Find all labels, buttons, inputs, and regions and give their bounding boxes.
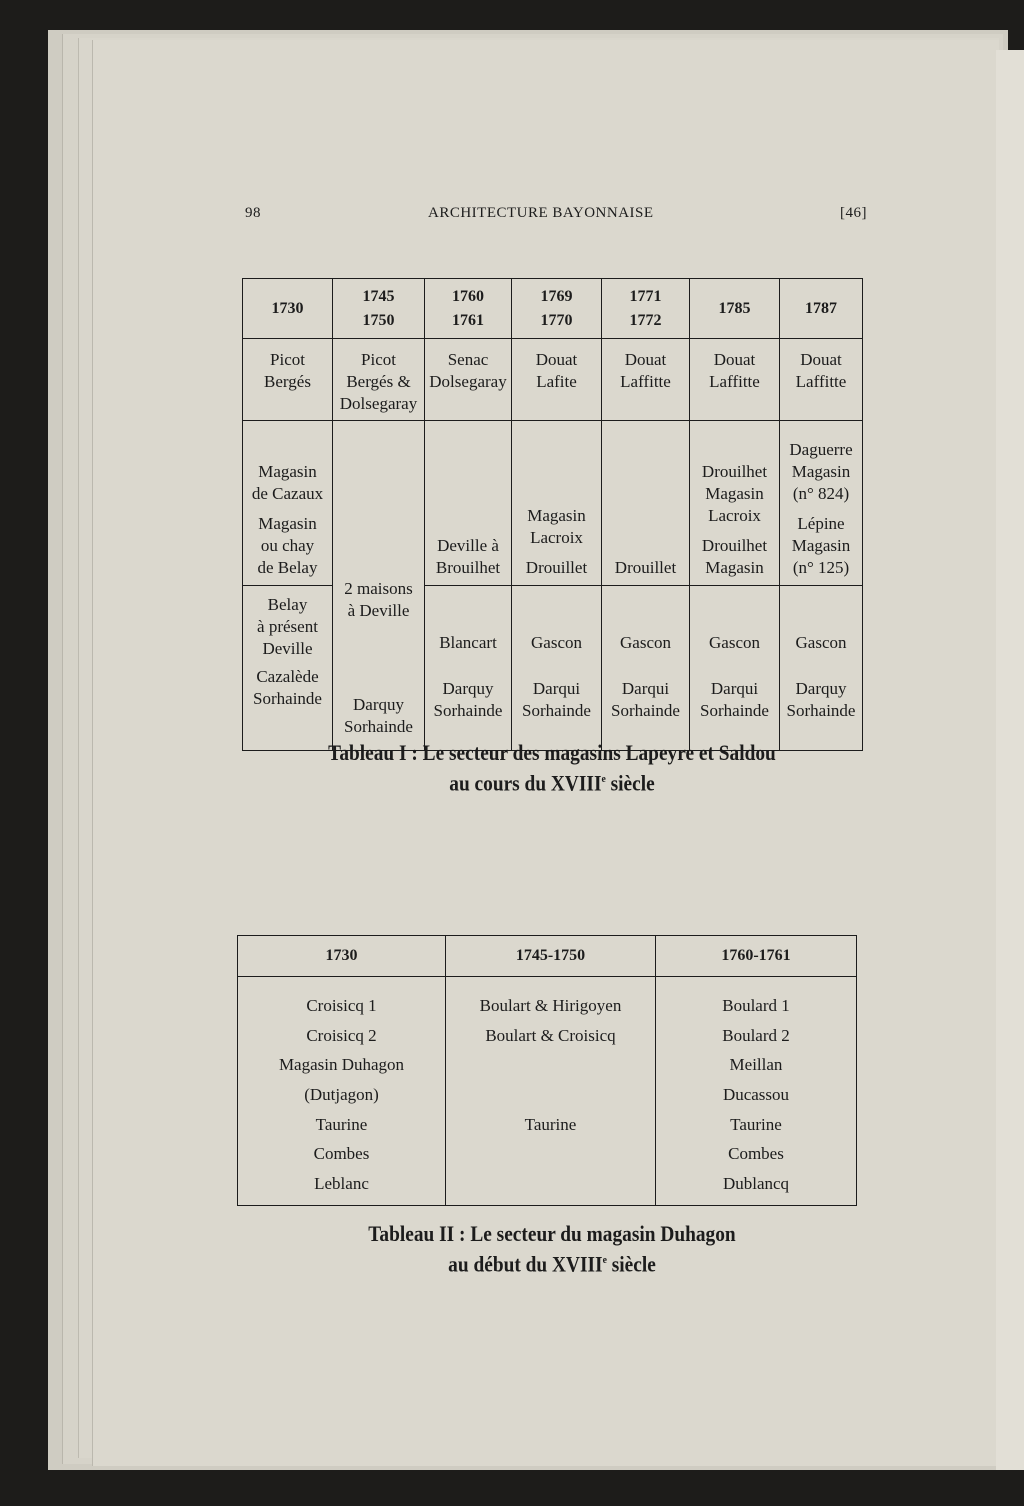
cell-line: Sorhainde [433,701,503,720]
table-1-owner-cell [780,339,863,421]
cell-line: Croisicq 1 [306,996,377,1015]
table-1-cell [780,421,863,586]
cell-line: Belay [267,595,308,614]
cell-line: (n° 125) [792,558,850,577]
cell-line [446,1139,655,1169]
table-2-header-cell: 1745-1750 [446,936,656,977]
table-1-row [243,421,863,586]
cell-line: 1730 [271,299,304,317]
cell-line: Douat [535,350,578,369]
cell-line: Brouilhet [435,558,501,577]
cell-line: Sorhainde [786,701,856,720]
cell-line: Picot [361,350,396,369]
table-1-cell [602,421,690,586]
facing-page-edge [996,50,1024,1470]
table-1 [242,278,863,751]
cell-line: Combes [728,1144,784,1164]
table-1-owners-row [243,339,863,421]
page-number: 98 [245,205,261,221]
cell-line: ou chay [260,536,315,555]
cell-line: Picot [270,350,305,369]
cell-line: Boulart & Hirigoyen [479,996,622,1015]
cell-line: 1760 [452,287,484,305]
cell-line: Drouilhet [701,536,768,555]
cell-line: Lafite [536,372,577,391]
cell-line: Magasin [705,558,764,577]
cell-line: Lacroix [708,506,761,525]
cell-line: Bergés & [346,372,411,391]
table-2-cell [656,977,857,1206]
table-1-header-cell [333,279,425,339]
cell-line: Dolsegaray [429,372,507,391]
table-1-owner-cell [425,339,512,421]
cell-line: Darquy [353,695,404,714]
table-1-cell [602,586,690,751]
cell-line: 1761 [452,311,484,329]
table-1-cell [690,421,780,586]
cell-line [446,1080,655,1110]
cell-line: 1770 [540,311,573,329]
cell-line: Deville à [437,536,499,555]
cell-line: Darqui [621,679,670,698]
cell-line: Magasin [527,506,586,525]
cell-line: Dublancq [722,1174,790,1194]
cell-line: 2 maisons [344,579,413,598]
cell-line: Senac [447,350,489,369]
cell-line: Combes [313,1144,370,1164]
cell-line: Daguerre [789,440,853,459]
cell-line: Darquy [442,679,494,698]
cell-line: Magasin [791,536,851,555]
table-1-cell [512,586,602,751]
cell-line: Douat [800,350,842,369]
table-1-cell [243,586,333,751]
table-1-owner-cell [243,339,333,421]
cell-line: 1772 [629,311,662,329]
table-1-owner-cell [690,339,780,421]
cell-line: Gascon [620,633,671,652]
table-1-owner-cell [333,339,425,421]
cell-line: Cazalède [256,667,319,686]
section-reference: [46] [840,205,867,221]
cell-line: Magasin [258,462,317,481]
cell-line: Magasin Duhagon [278,1055,405,1075]
cell-line: Douat [624,350,667,369]
cell-line: Bergés [264,372,311,391]
table-2-caption: Tableau II : Le secteur du magasin Duhagon au début du XVIIIe siècle [368,1221,736,1277]
cell-line: Croisicq 2 [306,1025,377,1045]
table-1-caption: Tableau I : Le secteur des magasins Lapeyre et Saldou au cours du XVIIIe siècle [328,740,776,796]
table-1-header-cell [780,279,863,339]
table-1-header-cell [243,279,333,339]
table-1-cell [690,586,780,751]
cell-line: (Dutjagon) [304,1085,379,1105]
cell-line: Douat [713,350,756,369]
cell-line: Taurine [315,1114,368,1134]
cell-line: Sorhainde [611,701,680,720]
cell-line: Magasin [791,462,851,481]
table-2-header-row [238,936,857,977]
table-2-header-cell: 1760-1761 [656,936,857,977]
cell-line: Dolsegaray [339,394,418,413]
cell-line: Laffitte [709,372,760,391]
running-title: ARCHITECTURE BAYONNAISE [428,205,654,221]
cell-line: à Deville [347,601,410,620]
cell-line: Lacroix [530,528,583,547]
cell-line: Magasin [705,484,764,503]
cell-line: Sorhainde [253,689,322,708]
cell-line: (n° 824) [792,484,850,503]
cell-line: Ducassou [722,1085,790,1105]
table-2 [237,935,857,1206]
cell-line: Sorhainde [522,701,591,720]
cell-line: de Cazaux [251,484,324,503]
table-2-body-row [238,977,857,1206]
cell-line: 1745 [362,287,395,305]
table-1-cell [780,586,863,751]
table-1-cell [425,421,512,586]
cell-line: Taurine [730,1114,782,1134]
cell-line: Darquy [795,679,847,698]
table-1-cell [425,586,512,751]
table-1-cell [512,421,602,586]
cell-line: de Belay [257,558,318,577]
cell-line: Darqui [532,679,581,698]
cell-line: à présent [257,617,318,636]
cell-line: Drouillet [525,558,588,577]
table-1-owner-cell [602,339,690,421]
cell-line [446,1169,655,1199]
cell-line: Meillan [729,1055,783,1075]
table-1-owner-cell [512,339,602,421]
cell-line [446,1050,655,1080]
table-1-header-cell [602,279,690,339]
cell-line: Boulard 2 [722,1025,790,1045]
cell-line: Darqui [710,679,759,698]
cell-line: 1750 [362,311,395,329]
cell-line: Deville [262,639,313,658]
cell-line: Gascon [795,633,847,652]
cell-line: Boulart & Croisicq [485,1025,616,1045]
cell-line: Magasin [258,514,317,533]
table-2-cell [238,977,446,1206]
table-1-header-row [243,279,863,339]
table-1-cell [243,421,333,586]
cell-line: 1785 [718,299,751,317]
cell-line: Drouilhet [701,462,768,481]
cell-line: Taurine [524,1114,577,1134]
cell-line: Gascon [531,633,582,652]
table-2-cell [446,977,656,1206]
table-1-cell [333,421,425,751]
cell-line: 1769 [540,287,573,305]
table-1-header-cell [425,279,512,339]
table-1-header-cell [690,279,780,339]
cell-line: Drouillet [614,558,677,577]
cell-line: Gascon [709,633,760,652]
table-1-header-cell [512,279,602,339]
cell-line: Leblanc [314,1174,369,1194]
cell-line: Lépine [797,514,845,533]
cell-line: Boulard 1 [722,996,790,1015]
cell-line: Sorhainde [700,701,769,720]
cell-line: 1787 [805,299,837,317]
cell-line: Laffitte [795,372,847,391]
cell-line: 1771 [629,287,662,305]
cell-line: Blancart [439,633,497,652]
table-2-header-cell: 1730 [238,936,446,977]
cell-line: Sorhainde [344,717,413,736]
cell-line: Laffitte [620,372,671,391]
